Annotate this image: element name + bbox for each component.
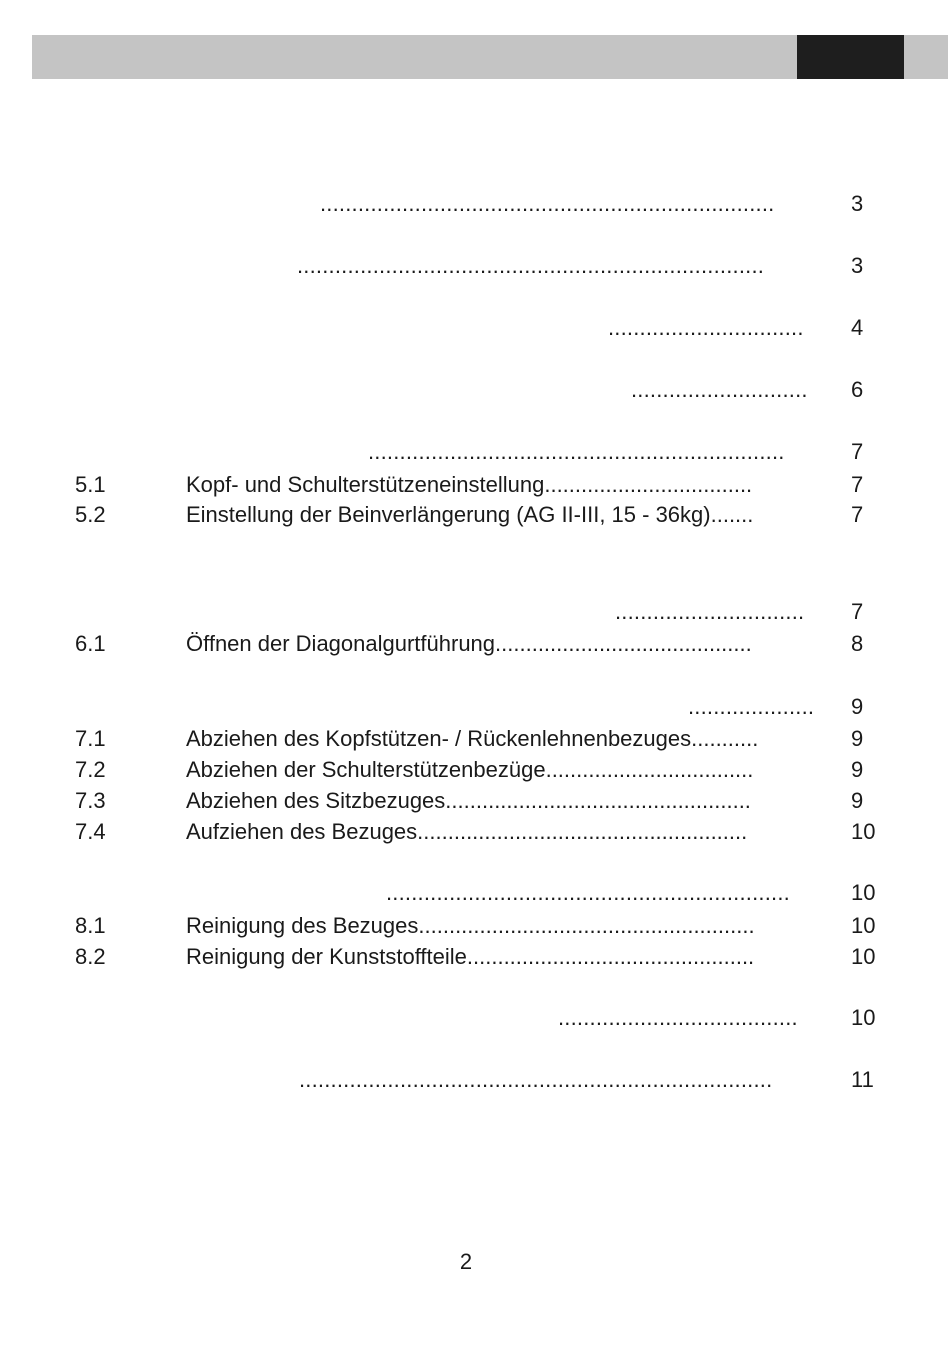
toc-number: 5.2 [75,502,106,527]
toc-title: Aufziehen des Bezuges...................................................... [186,819,748,844]
toc-leader: ........................................................................ [320,191,775,216]
toc-entry[interactable] [0,190,950,218]
toc-page: 10 [851,819,876,844]
toc-leader: ................................................................ [386,880,790,905]
toc-leader: ....................................................... [418,913,755,938]
toc-title: Kopf- und Schulterstützeneinstellung.................................. [186,472,753,497]
toc-entry[interactable] [0,376,950,404]
toc-entry[interactable] [0,879,950,907]
toc-number: 5.1 [75,472,106,497]
toc-entry[interactable] [0,598,950,626]
toc-number: 7.2 [75,757,106,782]
toc-title: Öffnen der Diagonalgurtführung.......................................... [186,631,752,656]
toc-leader: ............................ [631,377,808,402]
toc-entry[interactable] [0,693,950,721]
toc-entry[interactable] [0,1004,950,1032]
toc-page: 3 [851,191,864,216]
toc-page: 7 [851,439,864,464]
toc-leader: .................................................................. [368,439,785,464]
toc-title: Abziehen des Sitzbezuges.................................................. [186,788,751,813]
toc-entry[interactable] [0,471,950,499]
header-dark-block [797,35,904,79]
toc-page: 9 [851,757,864,782]
toc-leader: ............................... [608,315,804,340]
toc-entry[interactable] [0,725,950,753]
toc-title: Abziehen der Schulterstützenbezüge.................................. [186,757,754,782]
toc-page: 11 [851,1067,874,1092]
toc-leader: ........... [691,726,759,751]
toc-leader: .......................................................................... [297,253,765,278]
toc-title: Einstellung der Beinverlängerung (AG II-III, 15 - 36kg)....... [186,502,754,527]
toc-number: 7.1 [75,726,106,751]
toc-entry[interactable] [0,912,950,940]
toc-title: Abziehen des Kopfstützen- / Rückenlehnenbezuges........... [186,726,759,751]
toc-leader: .................................. [545,757,754,782]
toc-leader: .............................. [615,599,805,624]
toc-leader: ...................................... [558,1005,798,1030]
toc-page: 9 [851,694,864,719]
toc-page: 9 [851,726,864,751]
toc-page: 10 [851,880,876,905]
toc-title: Reinigung des Bezuges....................................................... [186,913,755,938]
toc-page: 7 [851,472,864,497]
toc-entry[interactable] [0,438,950,466]
toc-page: 7 [851,502,864,527]
page-number: 2 [459,1249,473,1274]
toc-entry[interactable] [0,787,950,815]
toc-entry[interactable] [0,756,950,784]
toc-page: 4 [851,315,864,340]
toc-page: 3 [851,253,864,278]
toc-number: 6.1 [75,631,106,656]
toc-page: 8 [851,631,864,656]
toc-number: 7.3 [75,788,106,813]
toc-page: 9 [851,788,864,813]
toc-entry[interactable] [0,630,950,658]
toc-entry[interactable] [0,501,950,529]
toc-entry[interactable] [0,943,950,971]
toc-number: 8.1 [75,913,106,938]
toc-page: 6 [851,377,864,402]
toc-leader: .......................................... [495,631,752,656]
toc-leader: .................................................. [445,788,751,813]
toc-number: 8.2 [75,944,106,969]
toc-entry[interactable] [0,314,950,342]
toc-page: 10 [851,913,876,938]
toc-page: 10 [851,944,876,969]
toc-title: Reinigung der Kunststoffteile............................................... [186,944,755,969]
toc-leader: ............................................... [466,944,755,969]
toc-leader: ........................................................................... [299,1067,773,1092]
toc-leader: ....... [710,502,754,527]
toc-number: 7.4 [75,819,106,844]
toc-page: 7 [851,599,864,624]
toc-leader: ...................................................... [417,819,748,844]
toc-page: 10 [851,1005,876,1030]
toc-leader: .................................. [544,472,753,497]
toc-leader: .................... [688,694,815,719]
toc-entry[interactable] [0,1066,950,1094]
toc-entry[interactable] [0,818,950,846]
toc-entry[interactable] [0,252,950,280]
